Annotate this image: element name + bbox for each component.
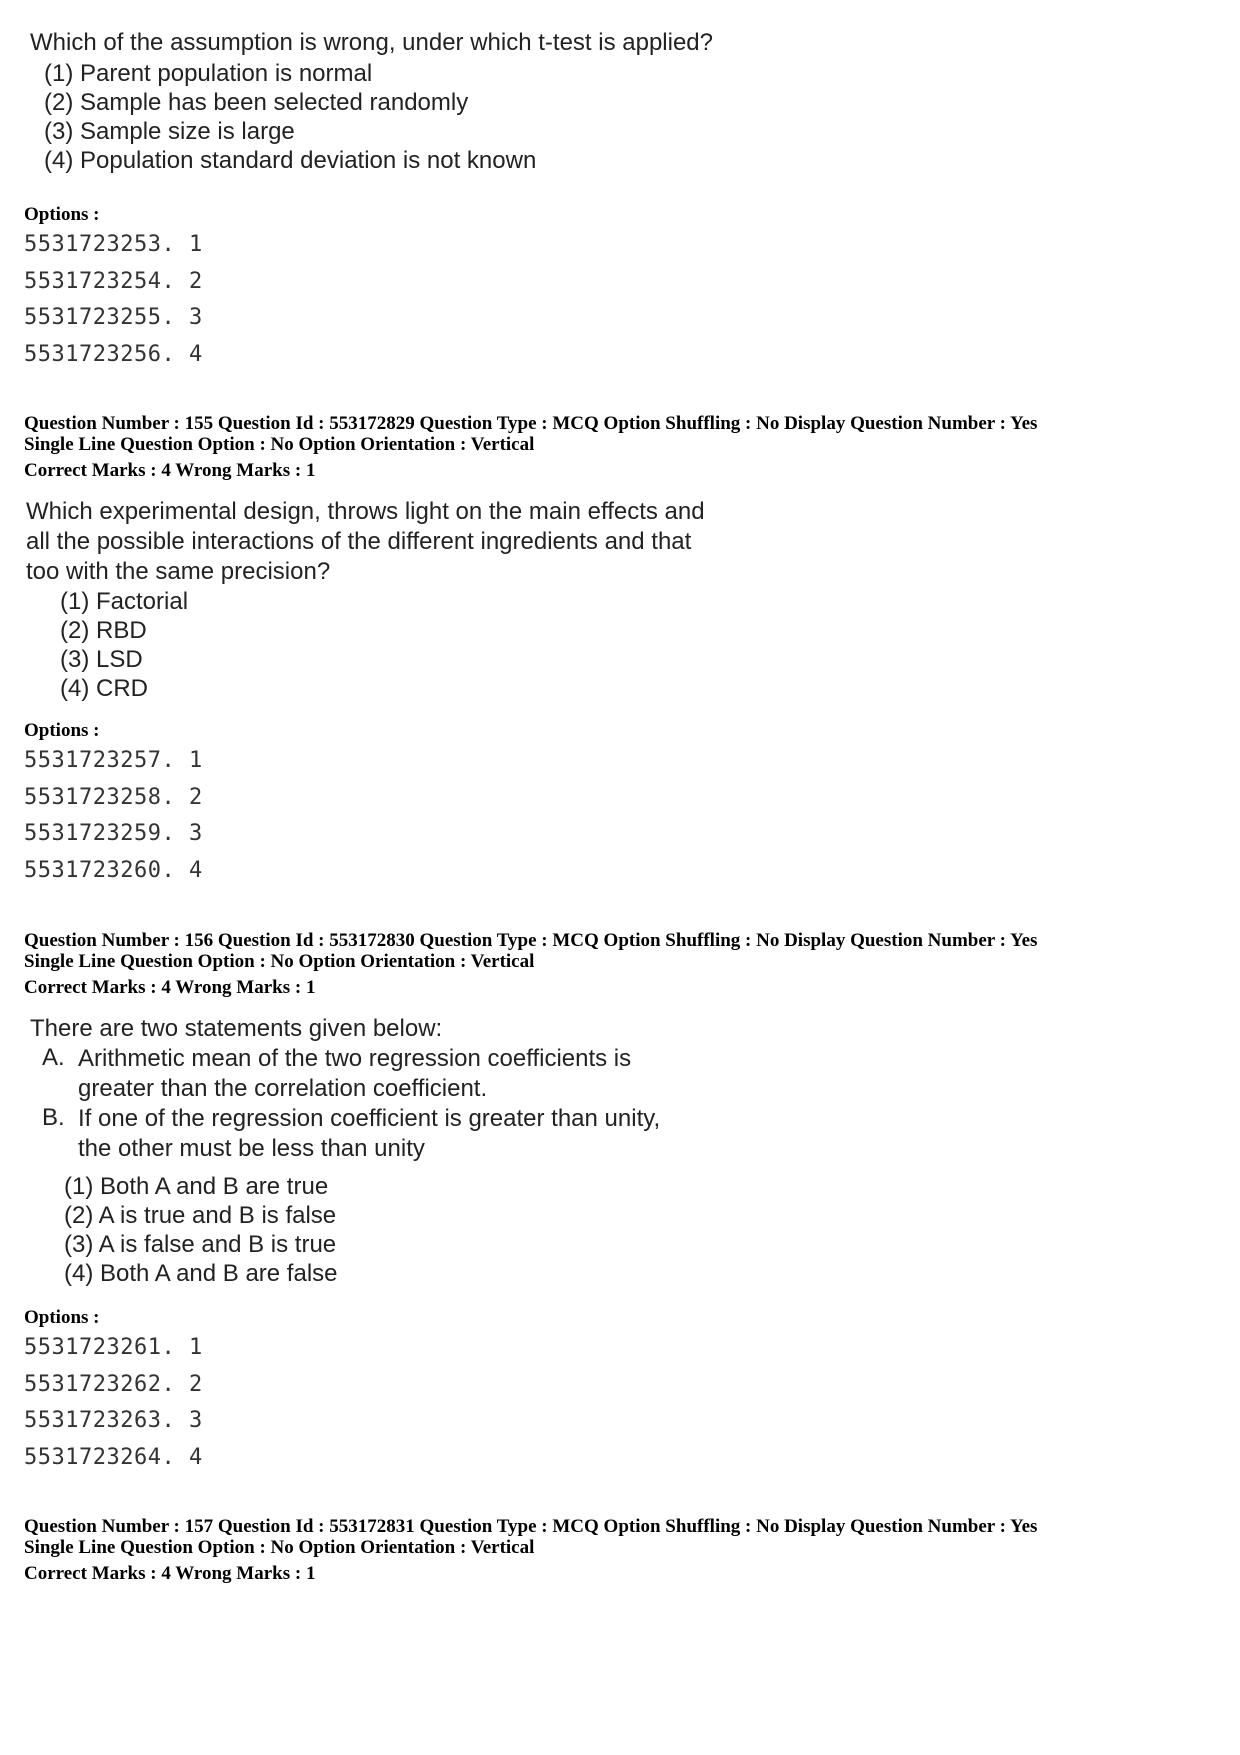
question-156-choices — [30, 1172, 660, 1288]
choice-2: (2) Sample has been selected randomly — [44, 89, 469, 116]
statement-label: B. — [42, 1104, 65, 1131]
meta-line-1: Question Number : 155 Question Id : 553172829 Question Type : MCQ Option Shuffling : No Display Question Number : Yes — [24, 413, 1038, 434]
question-154-stem: Which of the assumption is wrong, under which t-test is applied? — [30, 29, 714, 56]
option-id: 5531723253. 1 — [24, 232, 203, 257]
choice-4: (4) CRD — [60, 675, 148, 702]
statement-b — [42, 1104, 660, 1164]
question-155-stem-line: too with the same precision? — [26, 558, 331, 585]
choice-4: (4) Both A and B are false — [64, 1260, 338, 1287]
question-156-options — [24, 1307, 203, 1476]
choice-3: (3) LSD — [60, 646, 143, 673]
statement-line: Arithmetic mean of the two regression coefficients is — [78, 1045, 632, 1072]
options-label: Options : — [24, 720, 100, 741]
question-155-choices — [26, 587, 705, 703]
question-155-stem-line: all the possible interactions of the different ingredients and that — [26, 528, 692, 555]
question-155-options — [24, 720, 203, 889]
option-id: 5531723257. 1 — [24, 748, 203, 773]
choice-1: (1) Parent population is normal — [44, 60, 373, 87]
choice-4: (4) Population standard deviation is not known — [44, 147, 537, 174]
choice-3: (3) Sample size is large — [44, 118, 295, 145]
option-id: 5531723255. 3 — [24, 305, 203, 330]
question-154-text — [30, 28, 713, 175]
question-156-meta — [24, 930, 1037, 998]
choice-3: (3) A is false and B is true — [64, 1231, 337, 1258]
meta-line-1: Question Number : 157 Question Id : 553172831 Question Type : MCQ Option Shuffling : No Display Question Number : Yes — [24, 1516, 1038, 1537]
question-155-text — [26, 497, 705, 703]
options-label: Options : — [24, 204, 100, 225]
meta-line-2: Single Line Question Option : No Option Orientation : Vertical — [24, 434, 535, 455]
option-id: 5531723261. 1 — [24, 1335, 203, 1360]
option-id: 5531723254. 2 — [24, 268, 203, 294]
question-154-choices — [30, 59, 713, 175]
option-id: 5531723262. 2 — [24, 1371, 203, 1397]
statement-line: greater than the correlation coefficient. — [78, 1075, 488, 1102]
question-156-statements — [30, 1044, 660, 1164]
meta-line-2: Single Line Question Option : No Option Orientation : Vertical — [24, 951, 535, 972]
question-156-intro: There are two statements given below: — [30, 1015, 443, 1042]
choice-1: (1) Factorial — [60, 588, 189, 615]
question-154-options — [24, 204, 203, 373]
statement-label: A. — [42, 1044, 65, 1071]
option-id: 5531723260. 4 — [24, 857, 203, 883]
meta-line-2: Single Line Question Option : No Option Orientation : Vertical — [24, 1537, 535, 1558]
option-id: 5531723264. 4 — [24, 1444, 203, 1470]
statement-a — [42, 1044, 660, 1104]
choice-2: (2) A is true and B is false — [64, 1202, 337, 1229]
question-157-meta — [24, 1516, 1037, 1584]
marks-line: Correct Marks : 4 Wrong Marks : 1 — [24, 977, 316, 998]
statement-line: the other must be less than unity — [78, 1135, 425, 1162]
question-155-meta — [24, 413, 1037, 481]
option-id: 5531723263. 3 — [24, 1408, 203, 1433]
option-id: 5531723259. 3 — [24, 821, 203, 846]
question-155-stem-line: Which experimental design, throws light on the main effects and — [26, 498, 705, 525]
option-id: 5531723256. 4 — [24, 341, 203, 367]
choice-2: (2) RBD — [60, 617, 147, 644]
option-id: 5531723258. 2 — [24, 784, 203, 810]
marks-line: Correct Marks : 4 Wrong Marks : 1 — [24, 1563, 316, 1584]
choice-1: (1) Both A and B are true — [64, 1173, 329, 1200]
options-label: Options : — [24, 1307, 100, 1328]
meta-line-1: Question Number : 156 Question Id : 553172830 Question Type : MCQ Option Shuffling : No Display Question Number : Yes — [24, 930, 1038, 951]
marks-line: Correct Marks : 4 Wrong Marks : 1 — [24, 460, 316, 481]
statement-line: If one of the regression coefficient is greater than unity, — [78, 1105, 661, 1132]
question-156-text — [30, 1014, 660, 1288]
